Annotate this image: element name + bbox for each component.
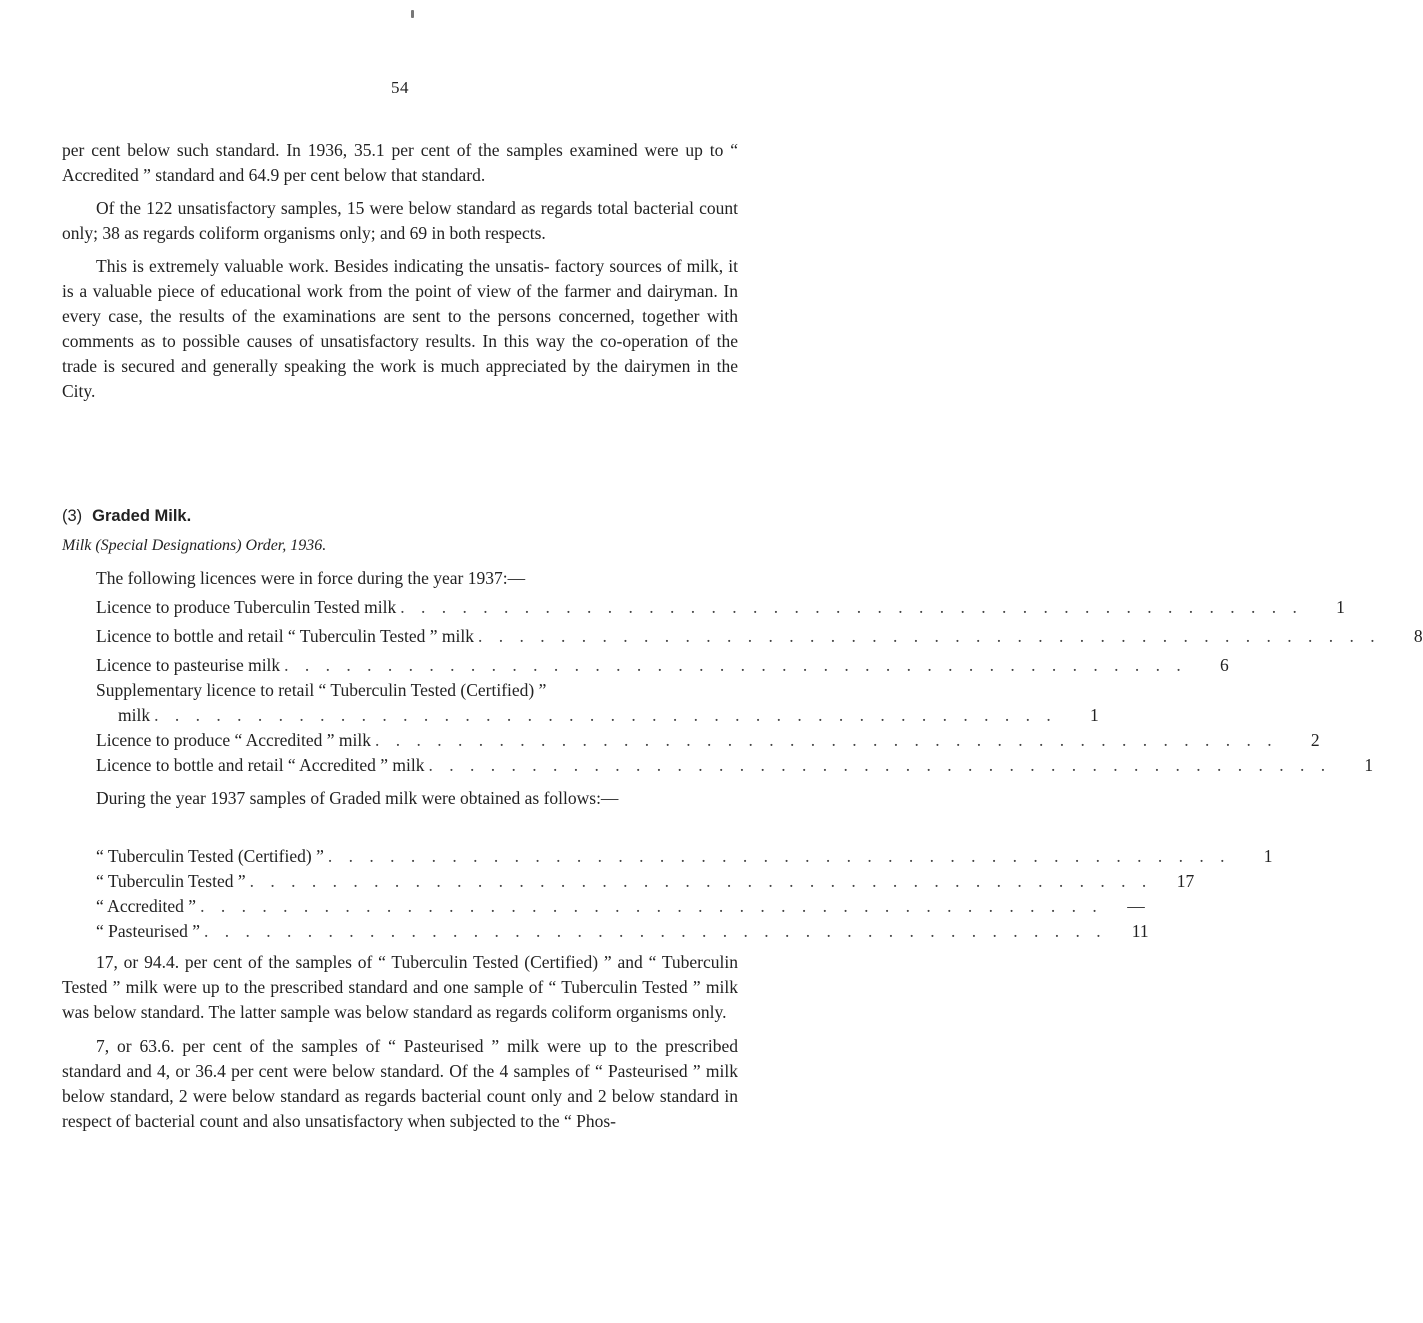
paragraph-2: Of the 122 unsatisfactory samples, 15 were below standard as regards total bacterial count only; 38 as regards coliform organisms only; and 69 in both respects. bbox=[62, 198, 738, 243]
licence-row: Licence to pasteurise milk . . . . . . . . . . . . . . . . . . . . . . . . . . . . . . . . . . . . . . . . . . . . 6 bbox=[96, 655, 1229, 675]
order-citation bbox=[62, 537, 326, 555]
sample-row: “ Pasteurised ” . . . . . . . . . . . . . . . . . . . . . . . . . . . . . . . . . . . . . . . . . . . . 11 bbox=[96, 921, 1149, 941]
licence-row: Licence to bottle and retail “ Accredited ” milk . . . . . . . . . . . . . . . . . . . . . . . . . . . . . . . . . . . . . . . . . . . . 1 bbox=[96, 755, 1374, 775]
paragraph-3: This is extremely valuable work. Besides indicating the unsatis- factory sources of milk, it is a valuable piece of educational work from the point of view of the farmer and dairyman. In every case, the results of the examinations are sent to the persons concerned, together with comments as to possible causes of unsatisfactory results. In this way the co-operation of the trade is secured and generally speaking the work is much appreciated by the dairymen in the City. bbox=[62, 256, 738, 401]
licence-row: Supplementary licence to retail “ Tuberculin Tested (Certified) ” bbox=[96, 680, 547, 700]
sample-row: “ Tuberculin Tested (Certified) ” . . . . . . . . . . . . . . . . . . . . . . . . . . . . . . . . . . . . . . . . . . . . 1 bbox=[96, 846, 1273, 866]
licence-row: Licence to produce Tuberculin Tested milk . . . . . . . . . . . . . . . . . . . . . . . . . . . . . . . . . . . . . . . . . . . . 1 bbox=[96, 597, 1345, 617]
licences-intro: The following licences were in force during the year 1937:— bbox=[96, 568, 526, 588]
licence-row: milk . . . . . . . . . . . . . . . . . . . . . . . . . . . . . . . . . . . . . . . . . . . . 1 bbox=[118, 705, 1099, 725]
paragraph-1: per cent below such standard. In 1936, 35.1 per cent of the samples examined were up to “ Accredited ” standard and 64.9 per cent below that standard. bbox=[62, 140, 738, 185]
licence-row: Licence to produce “ Accredited ” milk . . . . . . . . . . . . . . . . . . . . . . . . . . . . . . . . . . . . . . . . . . . . 2 bbox=[96, 730, 1320, 750]
section-heading bbox=[62, 507, 191, 526]
licence-row: Licence to bottle and retail “ Tuberculin Tested ” milk . . . . . . . . . . . . . . . . . . . . . . . . . . . . . . . . . . . . . . . . . . . . 8 bbox=[96, 626, 1423, 646]
samples-block bbox=[96, 844, 1273, 944]
sample-row: “ Tuberculin Tested ” . . . . . . . . . . . . . . . . . . . . . . . . . . . . . . . . . . . . . . . . . . . . 17 bbox=[96, 871, 1195, 891]
paragraph-closing-1: 17, or 94.4. per cent of the samples of “ Tuberculin Tested (Certified) ” and “ Tuberculin Tested ” milk were up to the prescribed standard and one sample of “ Tuberculin Tested ” milk was below standard. The latter sample was below standard as regards coliform organisms only. bbox=[62, 952, 738, 1022]
page-speck bbox=[411, 10, 414, 18]
order-name: Milk (Special Designations) Order bbox=[62, 537, 283, 554]
intro-text bbox=[62, 138, 738, 404]
sample-row: “ Accredited ” . . . . . . . . . . . . . . . . . . . . . . . . . . . . . . . . . . . . . . . . . . . . — bbox=[96, 896, 1145, 916]
samples-intro: During the year 1937 samples of Graded milk were obtained as follows:— bbox=[96, 788, 619, 808]
page-number: 54 bbox=[391, 78, 409, 97]
licences-block bbox=[96, 566, 1423, 778]
paragraph-closing-2: 7, or 63.6. per cent of the samples of “ Pasteurised ” milk were up to the prescribed standard and 4, or 36.4 per cent were below standard. Of the 4 samples of “ Pasteurised ” milk below standard, 2 were below standard as regards bacterial count only and 2 below standard in respect of bacterial count and also unsatisfactory when subjected to the “ Phos- bbox=[62, 1036, 738, 1131]
section-number: (3) bbox=[62, 507, 83, 525]
closing-text bbox=[62, 950, 738, 1134]
order-year: , 1936. bbox=[282, 537, 327, 554]
section-title: Graded Milk. bbox=[92, 507, 192, 525]
